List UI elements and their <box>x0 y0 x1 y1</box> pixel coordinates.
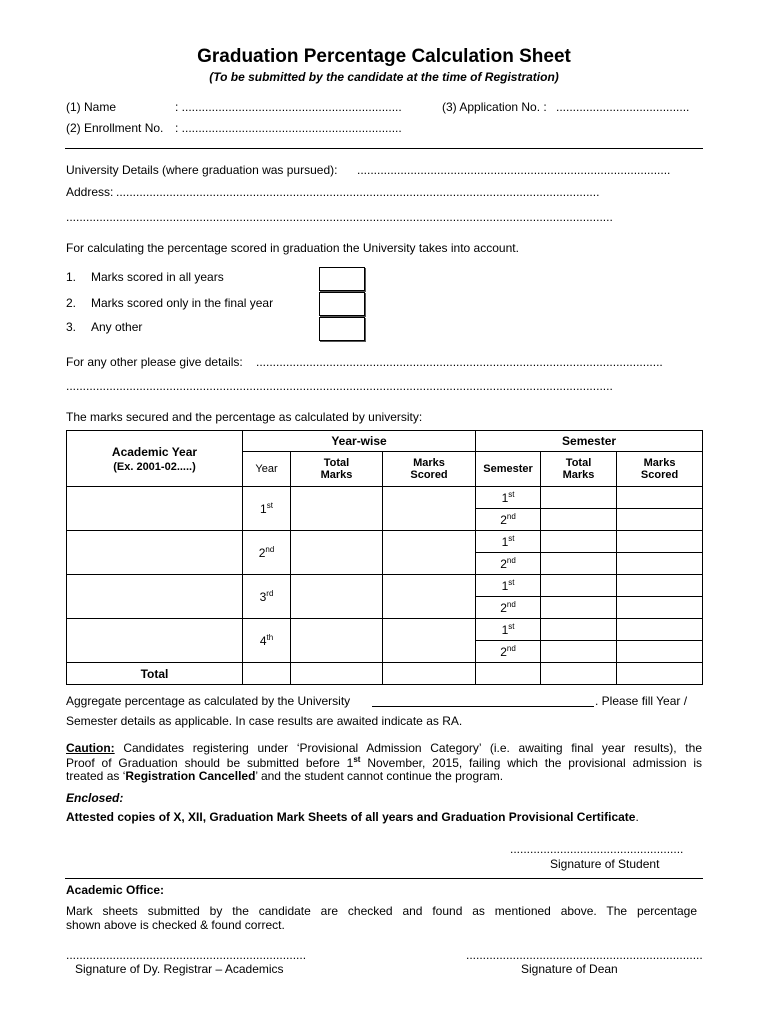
semester-cell <box>476 597 541 619</box>
semester-number: 1 <box>501 535 509 549</box>
option-3-checkbox[interactable] <box>319 317 365 341</box>
academic-office-text-1: Mark sheets submitted by the candidate are checked and found as mentioned above. The percentage <box>66 904 697 918</box>
table-row <box>67 487 703 509</box>
divider <box>65 878 703 879</box>
total-cell[interactable] <box>291 663 383 685</box>
academic-year-cell[interactable] <box>67 531 243 575</box>
year-number: 2 <box>258 546 266 560</box>
enclosed-documents: Attested copies of X, XII, Graduation Mark Sheets of all years and Graduation Provisional Certificate <box>66 810 636 824</box>
table-row <box>67 619 703 641</box>
semester-marks-scored-cell[interactable] <box>617 487 703 509</box>
semester-total-marks-cell[interactable] <box>541 641 617 663</box>
semester-suffix: st <box>508 490 515 499</box>
yearwise-total-marks-header <box>291 452 383 487</box>
caution-text: Proof of Graduation should be submitted before 1 <box>66 756 354 770</box>
semester-cell <box>476 531 541 553</box>
option-1-label: Marks scored in all years <box>91 270 224 284</box>
registrar-signature-line[interactable]: ........................................................................ <box>66 948 307 962</box>
aggregate-note-2: Semester details as applicable. In case results are awaited indicate as RA. <box>66 714 463 728</box>
option-2-label: Marks scored only in the final year <box>91 296 274 310</box>
other-details-field-2[interactable]: .................................................................................................................................................................... <box>66 379 613 393</box>
semester-total-marks-header <box>541 452 617 487</box>
dean-signature-line[interactable]: ....................................................................... <box>466 948 703 962</box>
header-text: Total <box>323 457 350 469</box>
semester-total-marks-cell[interactable] <box>541 597 617 619</box>
caution-emphasis: Registration Cancelled <box>125 769 256 783</box>
semester-marks-scored-cell[interactable] <box>617 553 703 575</box>
address-field[interactable]: ................................................................................................................................................. <box>116 185 600 199</box>
semester-suffix: nd <box>506 556 516 565</box>
year-suffix: st <box>266 501 273 510</box>
option-2-checkbox[interactable] <box>319 292 365 316</box>
yearwise-marks-scored-header <box>383 452 476 487</box>
semester-number: 1 <box>501 623 509 637</box>
semester-number: 2 <box>500 513 507 527</box>
semester-suffix: nd <box>506 600 516 609</box>
semester-group-header: Semester <box>476 431 703 452</box>
caution-line-1 <box>66 741 702 755</box>
aggregate-note: . Please fill Year / <box>595 694 688 708</box>
table-row <box>67 531 703 553</box>
yearwise-marks-scored-cell[interactable] <box>383 575 476 619</box>
enclosed-period: . <box>635 810 639 824</box>
semester-total-marks-cell[interactable] <box>541 553 617 575</box>
semester-total-marks-cell[interactable] <box>541 487 617 509</box>
caution-superscript: st <box>353 755 361 764</box>
option-1-number: 1. <box>66 270 77 284</box>
caution-text: ’ and the student cannot continue the program. <box>255 769 504 783</box>
year-cell <box>243 575 291 619</box>
header-text: Marks <box>643 457 676 469</box>
semester-marks-scored-cell[interactable] <box>617 531 703 553</box>
semester-total-marks-cell[interactable] <box>541 575 617 597</box>
semester-marks-scored-cell[interactable] <box>617 619 703 641</box>
semester-marks-scored-cell[interactable] <box>617 509 703 531</box>
semester-cell <box>476 553 541 575</box>
option-3-label: Any other <box>91 320 143 334</box>
option-3-number: 3. <box>66 320 77 334</box>
semester-suffix: st <box>508 534 515 543</box>
semester-marks-scored-header <box>617 452 703 487</box>
year-number: 4 <box>259 634 267 648</box>
calc-intro: For calculating the percentage scored in graduation the University takes into account. <box>66 241 519 255</box>
semester-marks-scored-cell[interactable] <box>617 641 703 663</box>
semester-cell <box>476 509 541 531</box>
year-suffix: nd <box>265 545 275 554</box>
caution-label: Caution: <box>66 741 115 755</box>
page-title: Graduation Percentage Calculation Sheet <box>197 46 571 67</box>
name-field[interactable]: : .................................................................. <box>175 100 402 114</box>
university-field[interactable]: .............................................................................................. <box>357 163 671 177</box>
academic-office-text-2: shown above is checked & found correct. <box>66 918 285 932</box>
registrar-signature-label: Signature of Dy. Registrar – Academics <box>75 962 284 976</box>
header-text: Marks <box>562 469 595 481</box>
student-signature-label: Signature of Student <box>550 857 660 871</box>
total-cell[interactable] <box>617 663 703 685</box>
application-no-field[interactable]: ........................................ <box>556 100 690 114</box>
semester-suffix: nd <box>506 512 516 521</box>
application-no-label: (3) Application No. : <box>442 100 547 114</box>
semester-cell <box>476 487 541 509</box>
total-cell[interactable] <box>383 663 476 685</box>
caution-line-2 <box>66 755 702 770</box>
yearwise-total-marks-cell[interactable] <box>291 619 383 663</box>
semester-suffix: st <box>508 578 515 587</box>
total-cell[interactable] <box>541 663 617 685</box>
academic-year-example: (Ex. 2001-02.....) <box>113 460 196 473</box>
yearwise-marks-scored-cell[interactable] <box>383 487 476 531</box>
semester-col-header: Semester <box>476 452 541 487</box>
year-suffix: rd <box>266 589 274 598</box>
academic-year-label: Academic Year <box>111 444 198 459</box>
semester-cell <box>476 575 541 597</box>
academic-year-cell[interactable] <box>67 619 243 663</box>
semester-marks-scored-cell[interactable] <box>617 597 703 619</box>
address-label: Address: <box>66 185 114 199</box>
year-cell <box>243 487 291 531</box>
header-text: Scored <box>640 469 679 481</box>
yearwise-marks-scored-cell[interactable] <box>383 619 476 663</box>
total-row <box>67 663 703 685</box>
enclosed-text <box>66 810 639 824</box>
aggregate-label: Aggregate percentage as calculated by the University <box>66 694 351 708</box>
semester-cell <box>476 619 541 641</box>
caution-text: November, 2015, failing which the provisional admission is <box>360 756 702 770</box>
semester-suffix: st <box>508 622 515 631</box>
total-label: Total <box>67 663 243 685</box>
header-text: Marks <box>413 457 445 469</box>
marks-table <box>66 430 703 685</box>
yearwise-header: Year-wise <box>243 431 476 452</box>
other-details-field[interactable]: .......................................................................................................................... <box>256 355 663 369</box>
option-1-checkbox[interactable] <box>319 267 365 291</box>
year-cell <box>243 531 291 575</box>
yearwise-total-marks-cell[interactable] <box>291 531 383 575</box>
caution-text: treated as ‘ <box>66 769 126 783</box>
enrollment-no-field[interactable]: : .................................................................. <box>175 121 402 135</box>
academic-year-cell[interactable] <box>67 487 243 531</box>
total-cell[interactable] <box>243 663 291 685</box>
semester-cell <box>476 641 541 663</box>
total-cell[interactable] <box>476 663 541 685</box>
divider <box>65 148 703 149</box>
academic-year-header <box>67 431 243 487</box>
yearwise-marks-scored-cell[interactable] <box>383 531 476 575</box>
caution-text: Candidates registering under ‘Provisional Admission Category’ (i.e. awaiting final year results), the <box>114 741 702 755</box>
semester-suffix: nd <box>506 644 516 653</box>
year-number: 3 <box>259 590 267 604</box>
table-caption: The marks secured and the percentage as calculated by university: <box>66 410 423 424</box>
semester-number: 2 <box>500 645 507 659</box>
semester-number: 1 <box>501 579 509 593</box>
semester-marks-scored-cell[interactable] <box>617 575 703 597</box>
page-subtitle: (To be submitted by the candidate at the time of Registration) <box>209 70 559 84</box>
year-suffix: th <box>266 633 274 642</box>
header-text: Marks <box>320 469 353 481</box>
header-text: Scored <box>410 469 448 481</box>
year-col-header: Year <box>243 452 291 487</box>
other-details-label: For any other please give details: <box>66 355 243 369</box>
option-2-number: 2. <box>66 296 77 310</box>
academic-year-cell[interactable] <box>67 575 243 619</box>
address-field-2[interactable]: .................................................................................................................................................................... <box>66 210 613 224</box>
semester-number: 2 <box>500 601 507 615</box>
semester-number: 2 <box>500 557 507 571</box>
semester-total-marks-cell[interactable] <box>541 509 617 531</box>
student-signature-line[interactable]: .................................................... <box>510 842 684 856</box>
university-label: University Details (where graduation was pursued): <box>66 163 338 177</box>
aggregate-field[interactable] <box>372 706 594 707</box>
academic-office-label: Academic Office: <box>66 883 165 897</box>
year-number: 1 <box>260 502 267 516</box>
name-label: (1) Name <box>66 100 117 114</box>
semester-number: 1 <box>501 491 509 505</box>
table-row <box>67 575 703 597</box>
enrollment-no-label: (2) Enrollment No. <box>66 121 164 135</box>
enclosed-label: Enclosed: <box>66 791 124 805</box>
semester-total-marks-cell[interactable] <box>541 619 617 641</box>
yearwise-total-marks-cell[interactable] <box>291 487 383 531</box>
yearwise-total-marks-cell[interactable] <box>291 575 383 619</box>
header-text: Total <box>565 457 592 469</box>
caution-line-3 <box>66 769 503 783</box>
dean-signature-label: Signature of Dean <box>521 962 618 976</box>
semester-total-marks-cell[interactable] <box>541 531 617 553</box>
year-cell <box>243 619 291 663</box>
